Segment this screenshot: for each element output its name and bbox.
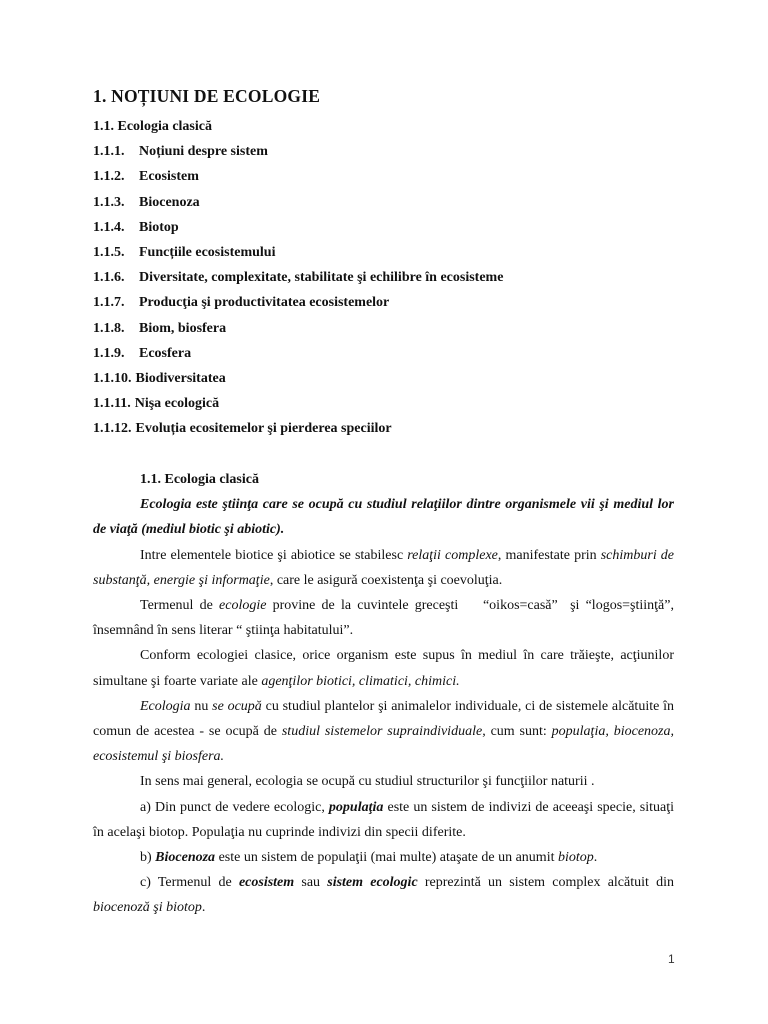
bold-italic-run: populaţia xyxy=(328,799,384,815)
paragraph xyxy=(93,870,674,920)
text-run: , manifestate prin xyxy=(497,547,601,563)
table-of-contents xyxy=(93,117,503,444)
toc-item xyxy=(93,319,503,344)
toc-item xyxy=(93,218,503,243)
italic-run: biotop xyxy=(557,850,594,866)
italic-run: schimburi de substanţă, energie şi informaţie xyxy=(93,547,675,588)
bold-italic-run: sistem ecologic xyxy=(327,875,418,891)
text-run: nu xyxy=(190,698,213,714)
toc-number: 1.1.11. xyxy=(93,396,131,412)
toc-label: Noțiuni despre sistem xyxy=(139,144,268,160)
italic-run: biocenoză şi biotop xyxy=(93,900,202,916)
text-run: c) Termenul de xyxy=(140,875,239,891)
toc-item xyxy=(93,344,503,369)
italic-run: relaţii complexe xyxy=(407,547,498,563)
toc-number: 1.1.1. xyxy=(93,144,125,160)
toc-label: Nişa ecologică xyxy=(134,396,220,412)
toc-item xyxy=(93,268,503,293)
toc-label: Ecosistem xyxy=(139,169,199,185)
toc-item xyxy=(93,419,503,444)
toc-number: 1.1.3. xyxy=(93,194,125,210)
text-run: Termenul de xyxy=(140,598,220,614)
toc-number: 1.1.7. xyxy=(93,295,125,311)
toc-label: Funcțiile ecosistemului xyxy=(139,244,276,260)
toc-number: 1.1.2. xyxy=(93,169,125,185)
toc-number: 1.1.6. xyxy=(93,270,125,286)
paragraph xyxy=(93,795,674,845)
paragraph xyxy=(93,543,674,593)
toc-item xyxy=(93,142,503,167)
toc-label: Biom, biosfera xyxy=(139,320,227,336)
text-run: provine de la cuvintele greceşti “oikos=casă” şi “logos=ştiinţă”, însemnând în sens literar “ ştiinţa habitatului”. xyxy=(93,598,678,639)
italic-run: se ocupă xyxy=(212,698,262,714)
text-run: Conform ecologiei clasice, orice organism este supus în mediul în care trăieşte, acţiunilor simultane şi foarte variate ale xyxy=(93,648,674,689)
page-number: 1 xyxy=(668,952,675,966)
text-run: sau xyxy=(294,875,328,891)
italic-run: studiul sistemelor supraindividuale xyxy=(281,724,483,740)
toc-label: Biodiversitatea xyxy=(135,370,226,386)
definition-text: Ecologia este ştiinţa care se ocupă cu studiul relaţiilor dintre organismele vii şi mediul lor de viaţă (mediul biotic şi abiotic). xyxy=(93,497,674,538)
text-run: este un sistem de indivizi de aceeaşi specie, situaţi în acelaşi biotop. Populaţia nu cuprinde indivizi din specii diferite. xyxy=(93,799,674,840)
toc-number: 1.1.8. xyxy=(93,320,125,336)
bold-italic-run: ecosistem xyxy=(238,875,295,891)
toc-number: 1.1.4. xyxy=(93,219,125,235)
toc-label: Diversitate, complexitate, stabilitate şi echilibre în ecosisteme xyxy=(139,270,504,286)
toc-item xyxy=(93,167,503,192)
text-run: cu studiul plantelor şi animalelor individuale, ci de sistemele alcătuite în comun de acestea - se ocupă de xyxy=(93,698,674,740)
toc-number: 1.1.12. xyxy=(93,421,132,437)
text-run: . xyxy=(593,850,598,866)
chapter-title: 1. NOȚIUNI DE ECOLOGIE xyxy=(93,86,321,106)
toc-number: 1.1.5. xyxy=(93,244,125,260)
definition-paragraph xyxy=(93,492,674,542)
toc-label: Producţia şi productivitatea ecosistemelor xyxy=(139,295,390,311)
paragraph xyxy=(93,694,674,770)
text-run: , care le asigură coexistenţa şi coevoluţia. xyxy=(269,572,503,588)
text-run: b) xyxy=(140,850,156,866)
bold-italic-run: Biocenoza xyxy=(155,850,216,866)
toc-label: Biotop xyxy=(139,219,179,235)
toc-number: 1.1.10. xyxy=(93,370,132,386)
section-heading: 1.1. Ecologia clasică xyxy=(140,472,259,487)
toc-item xyxy=(93,243,503,268)
paragraph xyxy=(93,845,674,870)
text-run: reprezintă un sistem complex alcătuit din xyxy=(417,875,674,891)
toc-number: 1.1.9. xyxy=(93,345,125,361)
toc-item-1-1 xyxy=(93,117,503,142)
toc-item xyxy=(93,193,503,218)
section-body xyxy=(93,467,678,921)
toc-label: 1.1. Ecologia clasică xyxy=(93,119,212,134)
paragraph xyxy=(93,643,674,693)
toc-item xyxy=(93,394,503,419)
toc-item xyxy=(93,293,503,318)
toc-label: Biocenoza xyxy=(139,194,200,210)
italic-run: populaţia, biocenoza, ecosistemul şi biosfera. xyxy=(93,724,674,765)
paragraph xyxy=(93,593,678,643)
italic-run: agenţilor biotici, climatici, chimici. xyxy=(261,673,460,689)
text-run: , cum sunt: xyxy=(482,724,552,740)
text-run: este un sistem de populaţii (mai multe) ataşate de un anumit xyxy=(215,850,558,866)
italic-run: ecologie xyxy=(219,598,267,614)
toc-label: Ecosfera xyxy=(139,345,192,361)
text-run: Intre elementele biotice şi abiotice se stabilesc xyxy=(140,547,408,563)
toc-item xyxy=(93,369,503,394)
text-run: a) Din punct de vedere ecologic, xyxy=(140,799,329,815)
text-run: . xyxy=(201,900,206,916)
paragraph: In sens mai general, ecologia se ocupă cu studiul structurilor şi funcţiilor naturii . xyxy=(140,774,595,790)
toc-label: Evoluția ecositemelor şi pierderea speciilor xyxy=(135,421,392,437)
italic-run: Ecologia xyxy=(140,698,191,714)
